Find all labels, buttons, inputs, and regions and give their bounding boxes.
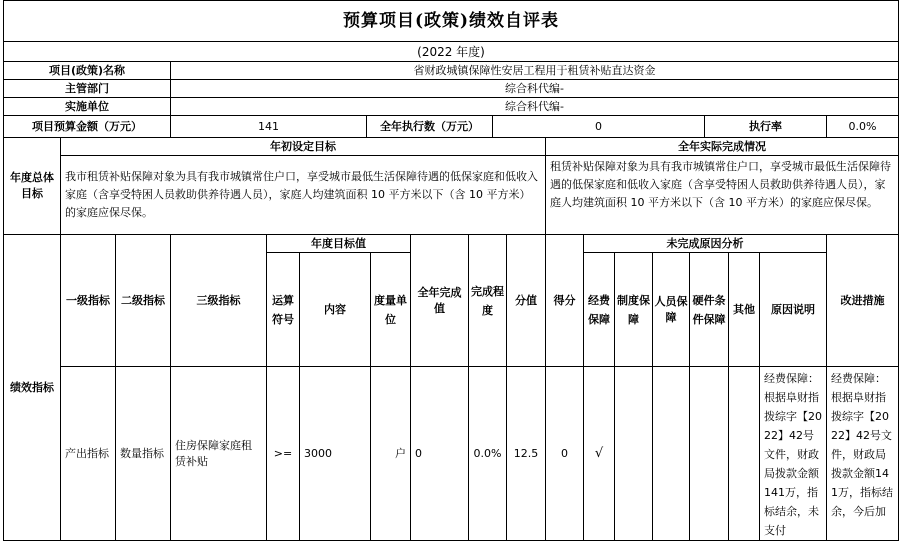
header-degree: 完成程度 — [469, 235, 507, 367]
row-hardware-cell — [690, 367, 729, 541]
dept-label: 主管部门 — [3, 80, 171, 98]
header-reason: 原因说明 — [760, 253, 827, 367]
goals-label: 年度总体目标 — [3, 138, 61, 235]
header-completed: 全年完成值 — [411, 235, 469, 367]
header-score: 得分 — [546, 235, 584, 367]
header-level1: 一级指标 — [61, 235, 116, 367]
row-degree: 0.0% — [469, 367, 507, 541]
header-reason-group: 未完成原因分析 — [584, 235, 827, 253]
rate-value: 0.0% — [827, 116, 899, 138]
header-unit: 度量单位 — [371, 253, 411, 367]
impl-value: 综合科代编- — [171, 98, 899, 116]
row-staff-cell — [653, 367, 690, 541]
row-unit: 户 — [371, 367, 411, 541]
row-content: 3000 — [300, 367, 371, 541]
header-staff: 人员保障 — [653, 253, 690, 367]
year-label: (2022 年度) — [3, 42, 899, 62]
header-funding: 经费保障 — [584, 253, 615, 367]
dept-value: 综合科代编- — [171, 80, 899, 98]
row-level2: 数量指标 — [116, 367, 171, 541]
page-title: 预算项目(政策)绩效自评表 — [3, 0, 899, 42]
row-score: 0 — [546, 367, 584, 541]
initial-goal-text: 我市租赁补贴保障对象为具有我市城镇常住户口，享受城市最低生活保障待遇的低保家庭和低收入家庭（含享受特困人员救助供养待遇人员），家庭人均建筑面积 10 平方米以下（含 10 平方米）的家庭应保尽保。 — [61, 156, 546, 235]
header-operator: 运算符号 — [267, 253, 300, 367]
row-points: 12.5 — [507, 367, 546, 541]
project-name-value: 省财政城镇保障性安居工程用于租赁补贴直达资金 — [171, 62, 899, 80]
header-target-group: 年度目标值 — [267, 235, 411, 253]
header-level2: 二级指标 — [116, 235, 171, 367]
row-other-cell — [729, 367, 760, 541]
initial-goal-header: 年初设定目标 — [61, 138, 546, 156]
actual-goal-header: 全年实际完成情况 — [546, 138, 899, 156]
row-level3: 住房保障家庭租赁补贴 — [171, 367, 267, 541]
row-operator: >= — [267, 367, 300, 541]
header-level3: 三级指标 — [171, 235, 267, 367]
header-other: 其他 — [729, 253, 760, 367]
impl-label: 实施单位 — [3, 98, 171, 116]
exec-value: 0 — [493, 116, 705, 138]
header-content: 内容 — [300, 253, 371, 367]
row-funding-mark: √ — [584, 367, 615, 541]
budget-value: 141 — [171, 116, 367, 138]
row-improve: 经费保障：根据阜财指拨综字【2022】42号文件，财政局拨款金额141万，指标结余，今后加 — [827, 367, 899, 541]
perf-label: 绩效指标 — [3, 235, 61, 541]
row-level1: 产出指标 — [61, 367, 116, 541]
rate-label: 执行率 — [705, 116, 827, 138]
exec-label: 全年执行数（万元） — [367, 116, 493, 138]
header-improve: 改进措施 — [827, 235, 899, 367]
budget-label: 项目预算金额（万元） — [3, 116, 171, 138]
header-points: 分值 — [507, 235, 546, 367]
row-completed: 0 — [411, 367, 469, 541]
row-system-cell — [615, 367, 653, 541]
project-name-label: 项目(政策)名称 — [3, 62, 171, 80]
row-reason: 经费保障：根据阜财指拨综字【2022】42号文件，财政局拨款金额141万，指标结余，未支付 — [760, 367, 827, 541]
header-hardware: 硬件条件保障 — [690, 253, 729, 367]
header-system: 制度保障 — [615, 253, 653, 367]
actual-goal-text: 租赁补贴保障对象为具有我市城镇常住户口，享受城市最低生活保障待遇的低保家庭和低收入家庭（含享受特困人员救助供养待遇人员），家庭人均建筑面积 10 平方米以下（含 10 平方米）的家庭应保尽保。 — [546, 156, 899, 235]
